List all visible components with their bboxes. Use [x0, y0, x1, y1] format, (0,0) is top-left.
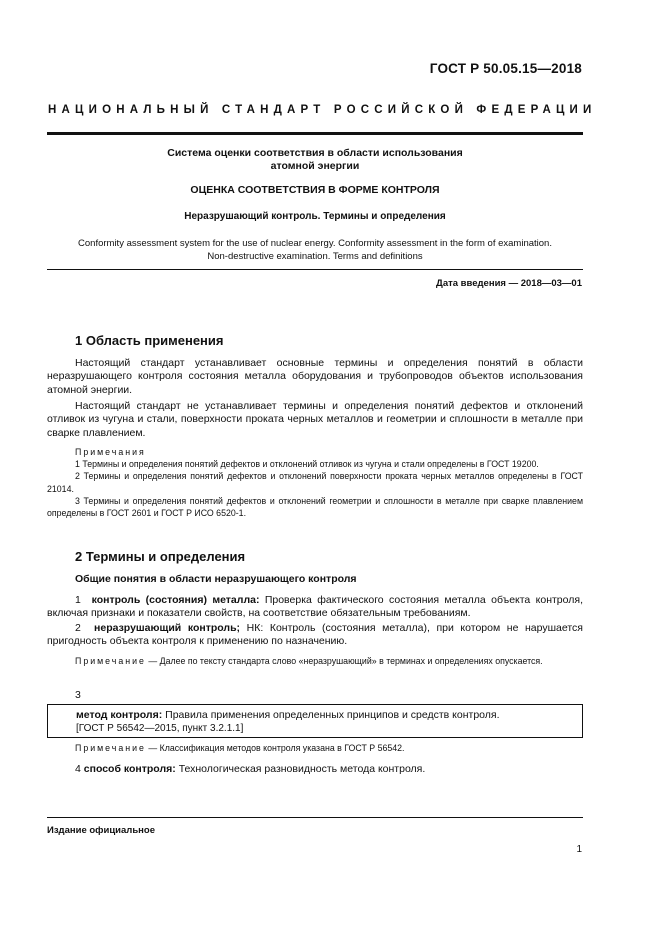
term-3-number: 3 [75, 689, 81, 701]
system-title-line1: Система оценки соответствия в области использования [167, 147, 463, 159]
sub-title: Неразрушающий контроль. Термины и определения [184, 211, 446, 222]
term-2-note: Примечание — Далее по тексту стандарта слово «неразрушающий» в терминах и определениях опускается. [75, 656, 543, 666]
english-title-line2: Non-destructive examination. Terms and definitions [207, 251, 423, 262]
term-3-definition: метод контроля: Правила применения определенных принципов и средств контроля. [76, 709, 500, 721]
note-1: 1 Термины и определения понятий дефектов и отклонений отливок из чугуна и стали определены в ГОСТ 19200. [75, 459, 539, 470]
english-title [47, 237, 583, 263]
term-3-note: Примечание — Классификация методов контроля указана в ГОСТ Р 56542. [75, 743, 405, 753]
official-edition-label: Издание официальное [47, 825, 155, 836]
main-title: ОЦЕНКА СООТВЕТСТВИЯ В ФОРМЕ КОНТРОЛЯ [190, 184, 440, 196]
english-title-line1: Conformity assessment system for the use of nuclear energy. Conformity assessment in the form of examination. [78, 238, 552, 249]
note-2: 2 Термины и определения понятий дефектов и отклонений поверхности проката черных металлов определены в ГОСТ 21014. [47, 471, 583, 494]
term-3-reference: [ГОСТ Р 56542—2015, пункт 3.2.1.1] [76, 723, 244, 734]
national-standard-banner: НАЦИОНАЛЬНЫЙ СТАНДАРТ РОССИЙСКОЙ ФЕДЕРАЦИИ [48, 104, 597, 116]
term-1: 1 контроль (состояния) металла: Проверка фактического состояния металла объекта контроля, включая признаки и показатели свойств, на соответствие обязательным требованиям. [47, 594, 583, 620]
header-divider [47, 132, 583, 135]
document-id: ГОСТ Р 50.05.15—2018 [429, 61, 582, 76]
section1-paragraph1: Настоящий стандарт устанавливает основные термины и определения понятий в области неразрушающего контроля состояния металла оборудования и трубопроводов объектов использования атомной энергии. [47, 357, 583, 396]
effective-date: Дата введения — 2018—03—01 [436, 278, 582, 289]
term-4: 4 способ контроля: Технологическая разновидность метода контроля. [75, 763, 426, 775]
section2-subheading: Общие понятия в области неразрушающего контроля [75, 573, 357, 585]
section1-paragraph2: Настоящий стандарт не устанавливает термины и определения понятий дефектов и отклонений отливок из чугуна и стали, поверхности проката черных металлов и геометрии и сплошности в металле при сварке плавлением. [47, 400, 583, 439]
section1-heading: 1 Область применения [75, 333, 224, 348]
title-divider [47, 269, 583, 270]
system-title-line2: атомной энергии [270, 160, 360, 172]
section1-notes [47, 446, 583, 519]
footer-divider [47, 817, 583, 818]
notes-label: Примечания [75, 447, 146, 457]
section2-heading: 2 Термины и определения [75, 549, 246, 564]
term-3-box [47, 704, 583, 738]
page-number: 1 [576, 844, 582, 855]
note-3: 3 Термины и определения понятий дефектов и отклонений геометрии и сплошности в металле при сварке плавлением определены в ГОСТ 2601 и ГОСТ Р ИСО 6520-1. [47, 495, 583, 519]
term-2: 2 неразрушающий контроль; НК: Контроль (состояния металла), при котором не нарушается пригодность объекта контроля к применению по назначению. [47, 622, 583, 648]
system-title [47, 147, 583, 173]
